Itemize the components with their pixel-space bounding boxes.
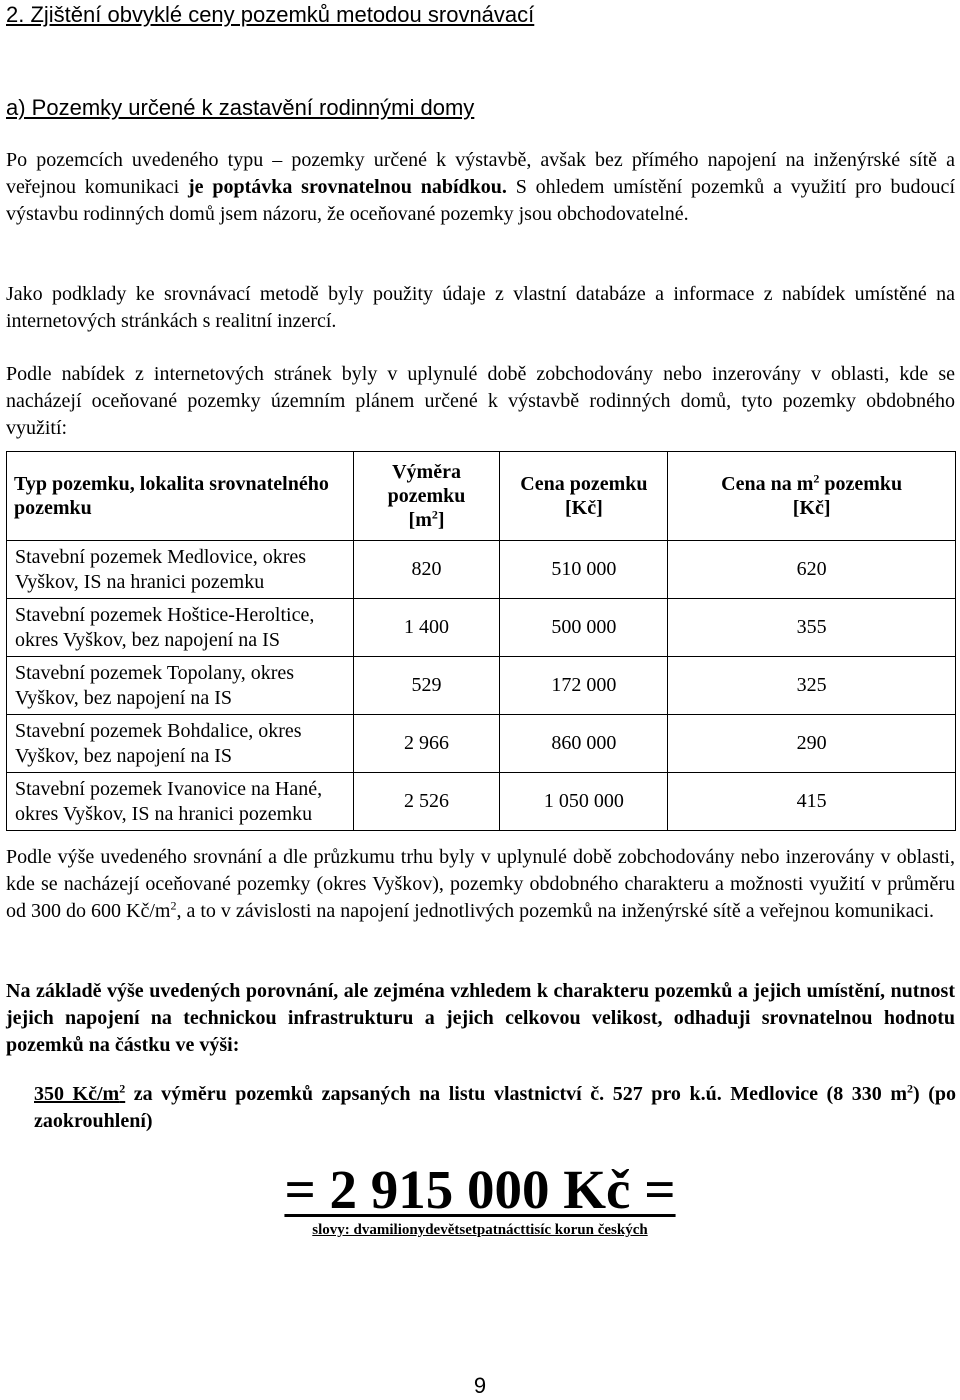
header-area-sup: 2	[431, 507, 438, 522]
table-row	[7, 657, 956, 715]
table-row	[7, 715, 956, 773]
comparison-table	[6, 451, 956, 831]
value-in-words: slovy: dvamilionydevětsetpatnácttisíc korun českých	[312, 1222, 648, 1238]
table-row	[7, 541, 956, 599]
header-area-unit-end: ]	[437, 509, 445, 531]
cell-unit-price: 290	[668, 715, 956, 773]
conclusion-text-2: ) (po zaokrouhlení)	[34, 1083, 956, 1132]
cell-price: 1 050 000	[500, 773, 668, 831]
cell-name	[7, 657, 354, 715]
unit-price-value	[34, 1083, 125, 1105]
header-unit-price	[668, 452, 956, 541]
header-unit-sup: 2	[813, 471, 820, 486]
market-text-2: , a to v závislosti na napojení jednotlivých pozemků na inženýrské sítě a veřejnou komunikaci.	[176, 900, 935, 922]
cell-area: 529	[353, 657, 500, 715]
market-sup: 2	[170, 898, 177, 913]
cell-area: 1 400	[353, 599, 500, 657]
conclusion-text-1: za výměru pozemků zapsaných na listu vlastnictví č. 527 pro k.ú. Medlovice (8 330 m	[125, 1083, 907, 1105]
cell-name	[7, 715, 354, 773]
intro-paragraph	[6, 147, 955, 228]
page-number: 9	[473, 1373, 487, 1398]
header-price	[500, 452, 668, 541]
cell-price: 500 000	[500, 599, 668, 657]
cell-area: 820	[353, 541, 500, 599]
cell-name-line2: Vyškov, bez napojení na IS	[15, 686, 232, 709]
conclusion-area-sup: 2	[906, 1081, 913, 1096]
cell-name-line2: okres Vyškov, bez napojení na IS	[15, 628, 280, 651]
header-area	[353, 452, 500, 541]
cell-area: 2 966	[353, 715, 500, 773]
market-paragraph	[6, 844, 955, 925]
header-area-line2: pozemku	[387, 485, 466, 507]
header-type: Typ pozemku, lokalita srovnatelného pozemku	[7, 452, 354, 541]
cell-name	[7, 599, 354, 657]
intro-text-1: Po pozemcích uvedeného typu – pozemky určené k výstavbě, avšak bez přímého napojení na inženýrské sítě a veřejnou komunikaci	[6, 149, 955, 198]
estimate-paragraph: Na základě výše uvedených porovnání, ale zejména vzhledem k charakteru pozemků a jejich umístění, nutnost jejich napojení na technickou infrastrukturu a jejich celkovou velikost, odhaduji srovnatelnou hodnotu pozemků na částku ve výši:	[6, 980, 955, 1056]
header-price-line1: Cena pozemku	[520, 473, 648, 495]
cell-name-line1: Stavební pozemek Topolany, okres	[15, 661, 295, 684]
cell-unit-price: 415	[668, 773, 956, 831]
cell-name	[7, 773, 354, 831]
market-text-1: Podle výše uvedeného srovnání a dle průzkumu trhu byly v uplynulé době zobchodovány nebo inzerovány v oblasti, kde se nacházejí oceňované pozemky (okres Vyškov), pozemky obdobného charakteru a možnosti využití v průměru od 300 do 600 Kč/m	[6, 846, 955, 922]
cell-name-line1: Stavební pozemek Bohdalice, okres	[15, 719, 302, 742]
section-heading: 2. Zjištění obvyklé ceny pozemků metodou srovnávací	[6, 2, 535, 27]
header-unit-line1b: pozemku	[819, 473, 903, 495]
cell-name-line1: Stavební pozemek Medlovice, okres	[15, 545, 307, 568]
cell-name-line1: Stavební pozemek Hoštice-Heroltice,	[15, 603, 315, 626]
intro-text-2: S ohledem umístění pozemků a využití pro budoucí výstavbu rodinných domů jsem názoru, že oceňované pozemky jsou obchodovatelné.	[6, 176, 955, 225]
subsection-heading: a) Pozemky určené k zastavění rodinnými domy	[6, 95, 475, 120]
unit-price-sup: 2	[119, 1081, 126, 1096]
offers-paragraph: Podle nabídek z internetových stránek byly v uplynulé době zobchodovány nebo inzerovány v oblasti, kde se nacházejí oceňované pozemky územním plánem určené k výstavbě rodinných domů, tyto pozemky obdobného využití:	[6, 363, 955, 439]
header-area-unit: [m	[408, 509, 432, 531]
cell-unit-price: 620	[668, 541, 956, 599]
cell-price: 510 000	[500, 541, 668, 599]
table-header-row	[7, 452, 956, 541]
cell-price: 860 000	[500, 715, 668, 773]
cell-area: 2 526	[353, 773, 500, 831]
cell-name-line2: Vyškov, IS na hranici pozemku	[15, 570, 265, 593]
cell-price: 172 000	[500, 657, 668, 715]
header-price-line2: [Kč]	[565, 497, 603, 519]
table-row	[7, 773, 956, 831]
sources-paragraph: Jako podklady ke srovnávací metodě byly použity údaje z vlastní databáze a informace z nabídek umístěné na internetových stránkách s realitní inzercí.	[6, 283, 955, 332]
cell-unit-price: 355	[668, 599, 956, 657]
conclusion-statement	[34, 1081, 956, 1135]
header-unit-line1a: Cena na m	[721, 473, 814, 495]
unit-price-text: 350 Kč/m	[34, 1083, 120, 1105]
final-value-text: = 2 915 000 Kč =	[284, 1159, 676, 1220]
header-unit-line2: [Kč]	[792, 497, 831, 519]
cell-name-line2: okres Vyškov, IS na hranici pozemku	[15, 802, 313, 825]
header-area-line1: Výměra	[392, 461, 461, 483]
table-row	[7, 599, 956, 657]
cell-unit-price: 325	[668, 657, 956, 715]
intro-text-bold: je poptávka srovnatelnou nabídkou.	[188, 176, 507, 198]
cell-name	[7, 541, 354, 599]
cell-name-line2: Vyškov, bez napojení na IS	[15, 744, 232, 767]
final-value	[0, 1158, 960, 1222]
cell-name-line1: Stavební pozemek Ivanovice na Hané,	[15, 777, 323, 800]
